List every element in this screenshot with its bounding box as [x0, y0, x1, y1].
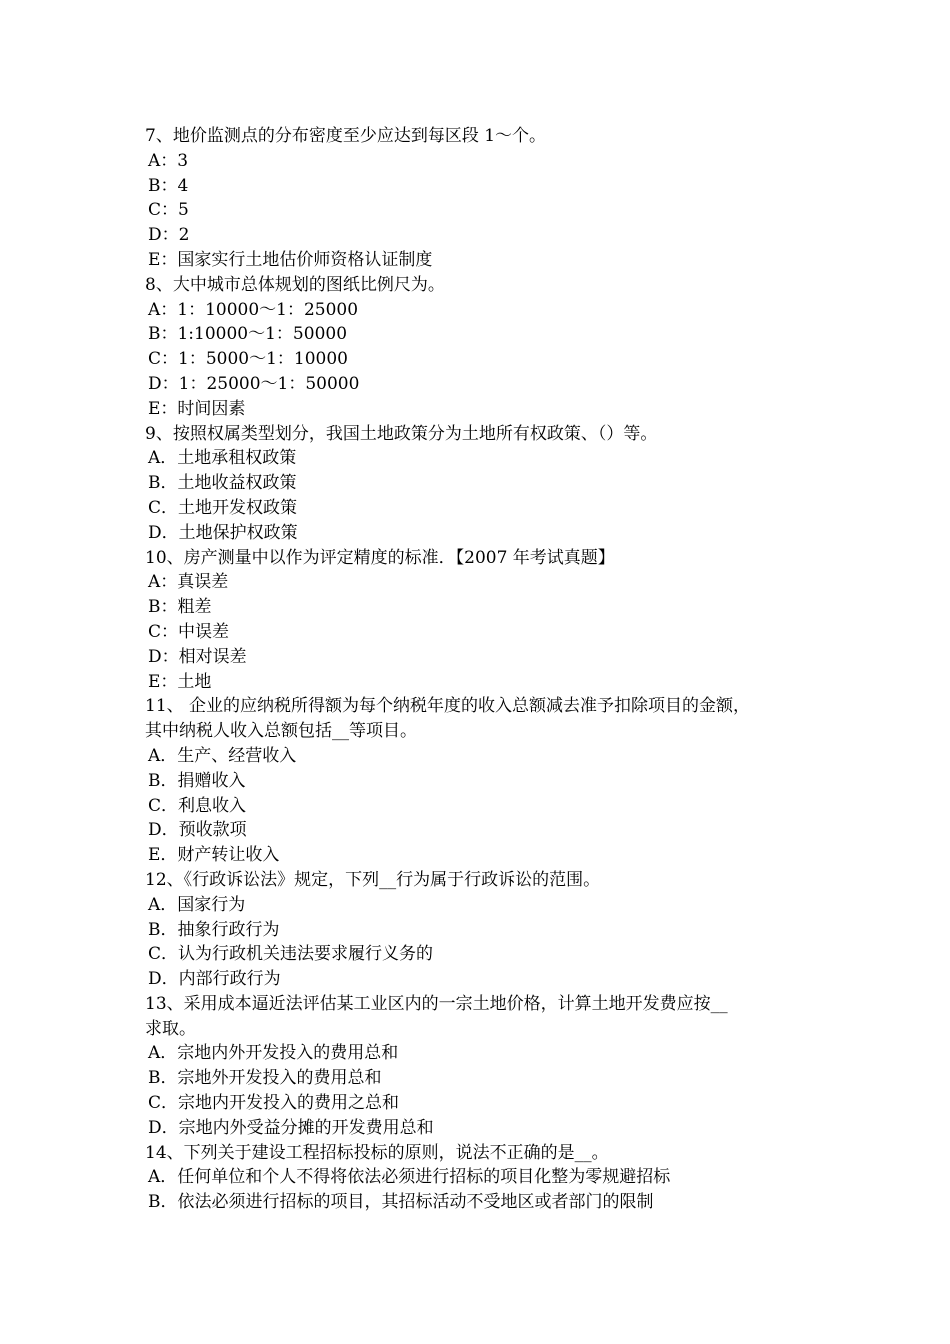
question-stem-continued: 求取。	[145, 1018, 196, 1039]
option-a: A．土地承租权政策	[148, 448, 297, 469]
question-item	[145, 273, 825, 422]
option-c: C．利息收入	[148, 795, 247, 816]
option-b: B：1:10000～1：50000	[148, 324, 348, 345]
question-item	[145, 422, 825, 546]
question-item	[145, 1141, 825, 1215]
question-stem: 11、 企业的应纳税所得额为每个纳税年度的收入总额减去准予扣除项目的金额，	[145, 696, 751, 717]
option-d: D：1：25000～1：50000	[148, 373, 360, 394]
question-stem: 8、大中城市总体规划的图纸比例尺为。	[145, 274, 445, 295]
option-d: D：相对误差	[148, 646, 247, 667]
option-d: D．内部行政行为	[148, 969, 281, 990]
question-stem-continued: 其中纳税人收入总额包括__等项目。	[145, 721, 417, 742]
option-b: B：4	[148, 175, 189, 196]
option-b: B：粗差	[148, 597, 212, 618]
option-a: A：1：10000～1：25000	[148, 299, 359, 320]
option-d: D．土地保护权政策	[148, 522, 298, 543]
option-e: E：国家实行土地估价师资格认证制度	[148, 249, 433, 270]
option-c: C．土地开发权政策	[148, 497, 298, 518]
option-d: D．宗地内外受益分摊的开发费用总和	[148, 1117, 434, 1138]
question-stem: 9、按照权属类型划分，我国土地政策分为土地所有权政策、（）等。	[145, 423, 658, 444]
option-e: E：土地	[148, 671, 212, 692]
option-c: C：1：5000～1：10000	[148, 349, 348, 370]
option-a: A：真误差	[148, 572, 229, 593]
option-b: B．依法必须进行招标的项目，其招标活动不受地区或者部门的限制	[148, 1192, 654, 1213]
question-stem: 7、地价监测点的分布密度至少应达到每区段 1～个。	[145, 126, 547, 146]
option-e: E：时间因素	[148, 398, 246, 419]
question-stem: 13、采用成本逼近法评估某工业区内的一宗土地价格，计算土地开发费应按__	[145, 993, 728, 1014]
question-stem: 10、房产测量中以作为评定精度的标准．【2007 年考试真题】	[145, 547, 615, 568]
question-item	[145, 124, 825, 273]
question-item	[145, 992, 825, 1141]
option-b: B．抽象行政行为	[148, 919, 280, 940]
option-a: A．国家行为	[148, 894, 246, 915]
question-item	[145, 546, 825, 695]
option-e: E．财产转让收入	[148, 845, 280, 866]
question-stem: 12、《行政诉讼法》规定，下列__行为属于行政诉讼的范围。	[145, 869, 601, 890]
option-c: C：中误差	[148, 621, 230, 642]
option-c: C．宗地内开发投入的费用之总和	[148, 1093, 400, 1114]
option-a: A．宗地内外开发投入的费用总和	[148, 1043, 399, 1064]
option-a: A．任何单位和个人不得将依法必须进行招标的项目化整为零规避招标	[148, 1167, 671, 1188]
option-c: C：5	[148, 200, 189, 221]
option-b: B．土地收益权政策	[148, 473, 297, 494]
option-b: B．宗地外开发投入的费用总和	[148, 1068, 382, 1089]
option-a: A：3	[148, 150, 189, 171]
option-b: B．捐赠收入	[148, 770, 246, 791]
option-c: C．认为行政机关违法要求履行义务的	[148, 944, 434, 965]
question-stem: 14、下列关于建设工程招标投标的原则，说法不正确的是__。	[145, 1142, 609, 1163]
question-list	[145, 124, 825, 1215]
option-d: D：2	[148, 225, 190, 246]
question-item	[145, 694, 825, 868]
option-a: A．生产、经营收入	[148, 745, 297, 766]
option-d: D．预收款项	[148, 820, 247, 841]
question-item	[145, 868, 825, 992]
